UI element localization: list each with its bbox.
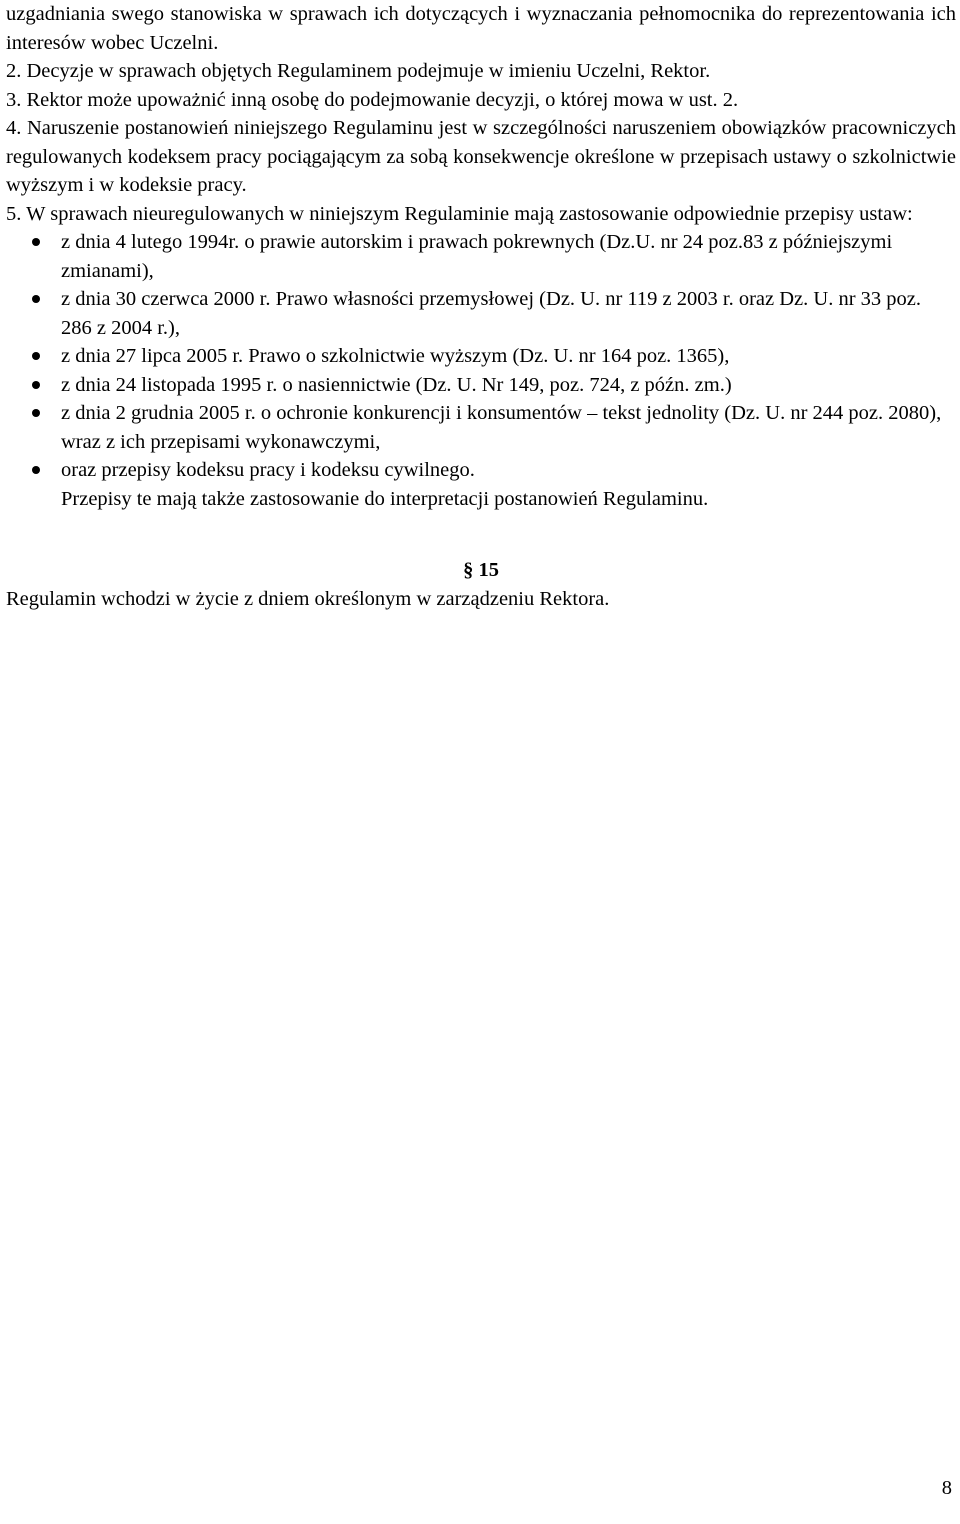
section-heading: § 15 (463, 559, 499, 581)
bullet-icon (32, 295, 40, 303)
bullet-icon (32, 409, 40, 417)
bullet-icon (32, 238, 40, 246)
list-item (6, 399, 956, 456)
law-text: z dnia 4 lutego 1994r. o prawie autorskim i prawach pokrewnych (Dz.U. nr 24 poz.83 z późniejszymi zmianami), (61, 231, 893, 282)
closing-statement: Regulamin wchodzi w życie z dniem określonym w zarządzeniu Rektora. (6, 587, 610, 610)
law-text: z dnia 2 grudnia 2005 r. o ochronie konkurencji i konsumentów – tekst jednolity (Dz. U. nr 244 poz. 2080), wraz z ich przepisami wykonawczymi, (61, 402, 942, 453)
laws-tail-note: Przepisy te mają także zastosowanie do interpretacji postanowień Regulaminu. (61, 487, 709, 510)
page-number: 8 (941, 1477, 952, 1499)
law-text: z dnia 30 czerwca 2000 r. Prawo własności przemysłowej (Dz. U. nr 119 z 2003 r. oraz Dz. U. nr 33 poz. 286 z 2004 r.), (61, 288, 921, 339)
laws-list (6, 228, 956, 485)
list-item (6, 285, 956, 342)
list-item (6, 342, 956, 371)
bullet-icon (32, 466, 40, 474)
bullet-icon (32, 352, 40, 360)
list-item (6, 371, 956, 400)
law-text: z dnia 24 listopada 1995 r. o nasiennictwie (Dz. U. Nr 149, poz. 724, z późn. zm.) (61, 373, 732, 396)
paragraph-4: 4. Naruszenie postanowień niniejszego Regulaminu jest w szczególności naruszeniem obowiązków pracowniczych regulowanych kodeksem pracy pociągającym za sobą konsekwencje określone w przepisach ustawy o szkolnictwie wyższym i w kodeksie pracy. (6, 117, 956, 196)
law-text: oraz przepisy kodeksu pracy i kodeksu cywilnego. (61, 459, 475, 481)
paragraph-2: 2. Decyzje w sprawach objętych Regulaminem podejmuje w imieniu Uczelni, Rektor. (6, 60, 711, 82)
bullet-icon (32, 381, 40, 389)
list-item (6, 228, 956, 285)
paragraph-5: 5. W sprawach nieuregulowanych w niniejszym Regulaminie mają zastosowanie odpowiednie przepisy ustaw: (6, 202, 913, 225)
paragraph-3: 3. Rektor może upoważnić inną osobę do podejmowanie decyzji, o której mowa w ust. 2. (6, 88, 739, 111)
list-item (6, 456, 956, 485)
paragraph-1-tail: uzgadniania swego stanowiska w sprawach ich dotyczących i wyznaczania pełnomocnika do reprezentowania ich interesów wobec Uczelni. (6, 3, 956, 54)
law-text: z dnia 27 lipca 2005 r. Prawo o szkolnictwie wyższym (Dz. U. nr 164 poz. 1365), (61, 345, 730, 367)
document-page (6, 0, 956, 613)
